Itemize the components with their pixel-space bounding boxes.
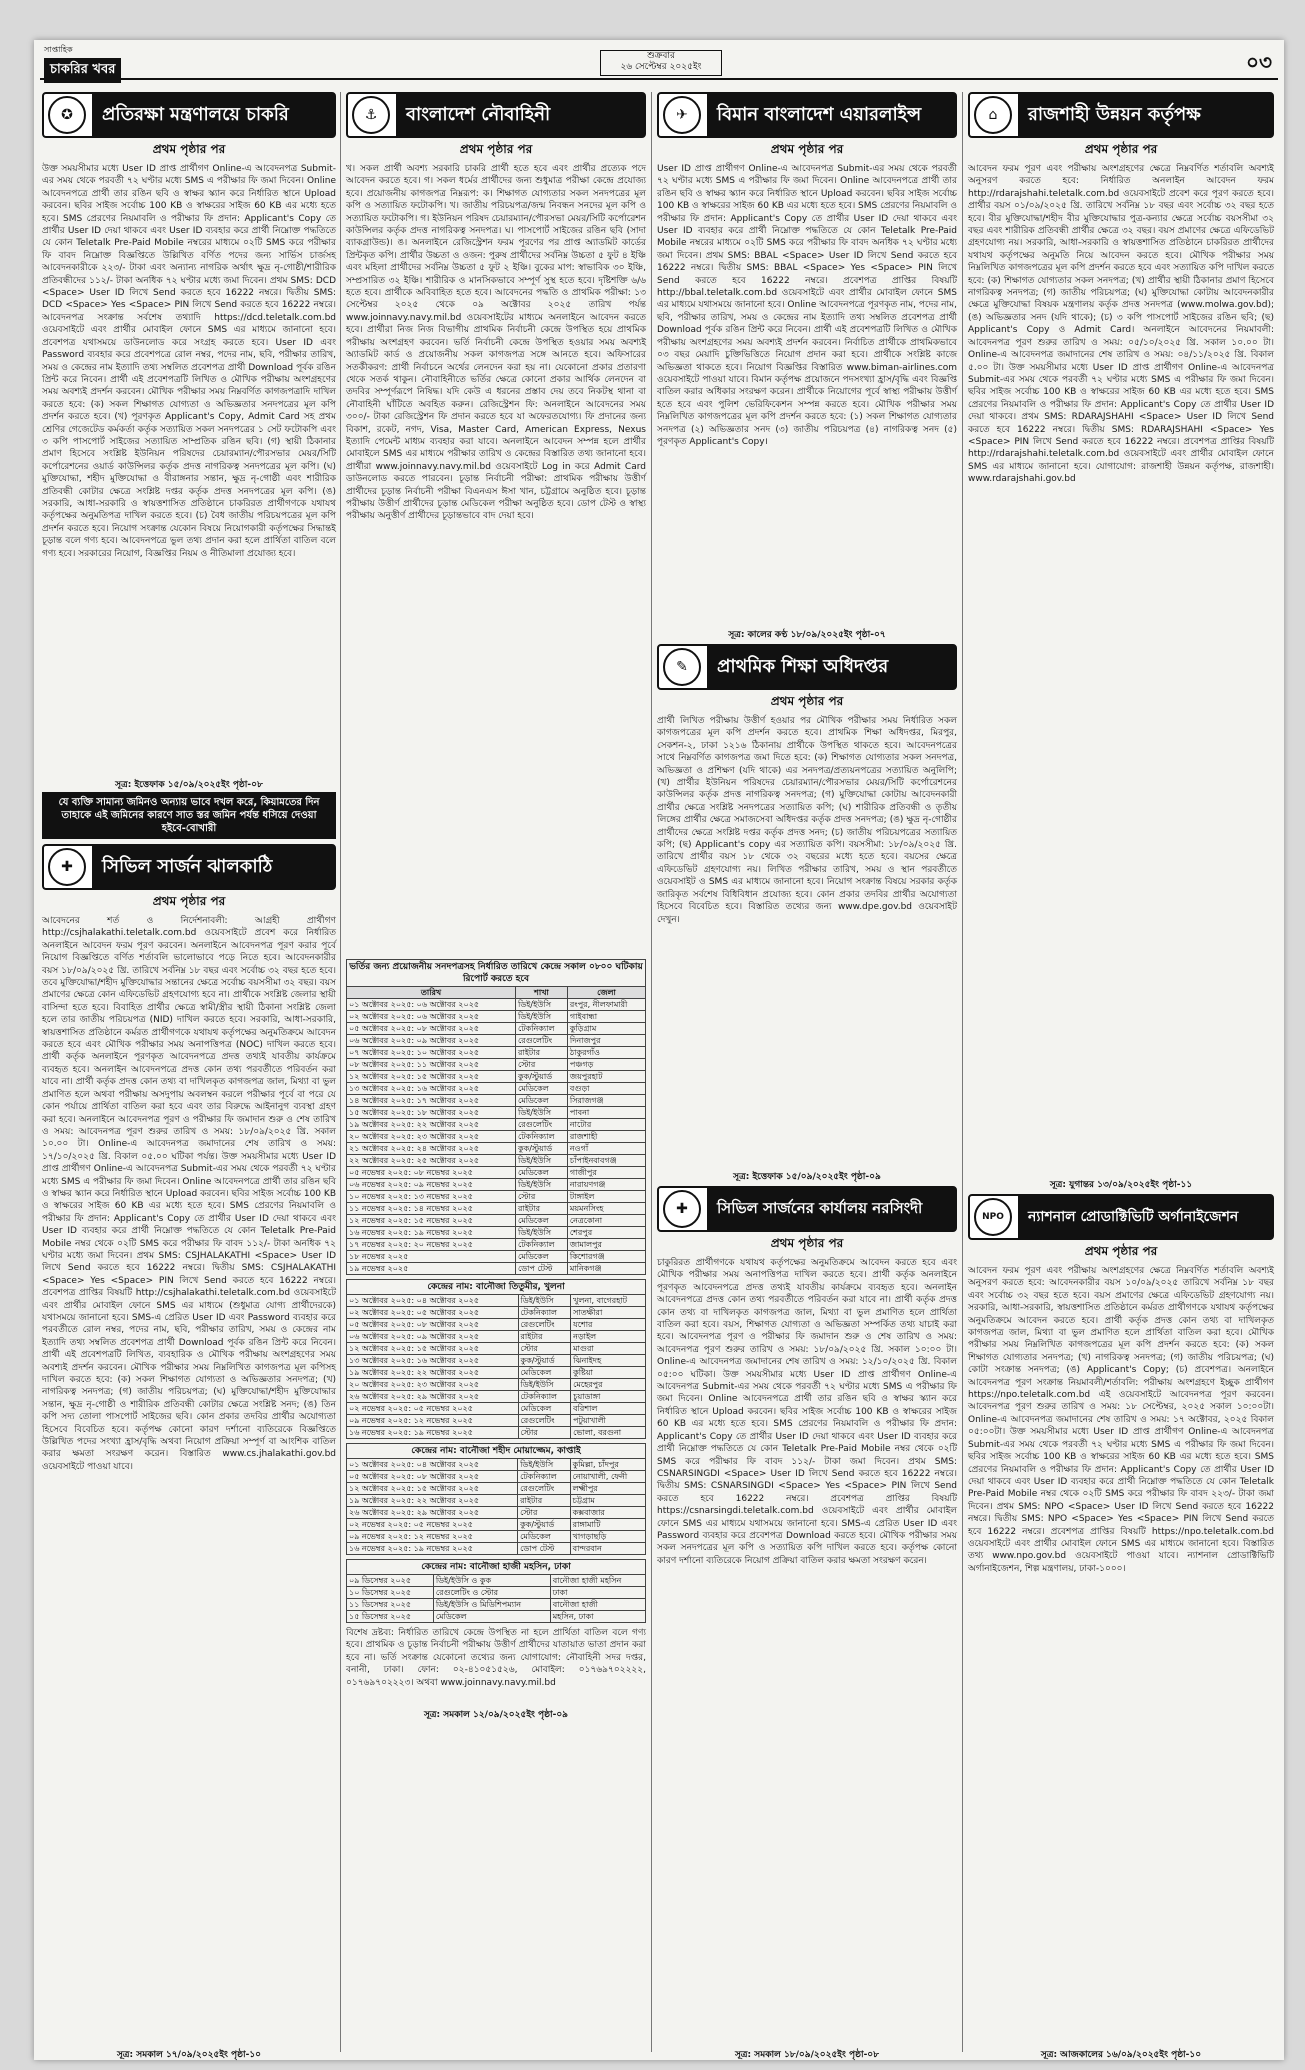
article-tail: বিশেষ দ্রষ্টব্য: নির্ধারিত তারিখে কেন্দ্রে উপস্থিত না হলে প্রার্থিতা বাতিল বলে গণ্য হবে। প্রাথমিক ও চূড়ান্ত নির্বাচনী পরীক্ষায় উত্তীর্ণ প্রার্থীদের যাতায়াত ভাতা প্রদান করা হবে না। ভর্তি সংক্রান্ত যেকোনো তথ্যের জন্য যোগাযোগ: নৌবাহিনী সদর দপ্তর, বনানী, ঢাকা। ফোন: ০২-৪১০৫১৫২৬, মোবাইল: ০১৭৬৯৭০২২২২, ০১৭৬৯৭০২২২৩। অথবা www.joinnavy.navy.mil.bd: [346, 1628, 646, 1688]
brand-title: চাকরির খবর: [44, 58, 121, 83]
table-cell: স্টোর: [518, 1507, 571, 1519]
article-header: [346, 92, 646, 138]
table-cell: মেডিকেল: [516, 1083, 568, 1095]
hadith-notice: [42, 792, 336, 836]
table-cell: ২৬ অক্টোবর ২০২৫: ২৯ অক্টোবর ২০২৫: [347, 1507, 518, 1519]
article-source: সূত্র: ইত্তেফাক ১৫/০৯/২০২৫ইং পৃষ্ঠা-০৯: [733, 1172, 881, 1182]
table-cell: রেগুলেটিং: [516, 1119, 568, 1131]
table-cell: ০২ নভেম্বর ২০২৫: ০৫ নভেম্বর ২০২৫: [347, 1403, 519, 1415]
issue-day: শুক্রবার: [647, 51, 675, 61]
article-body: প্রার্থী লিখিত পরীক্ষায় উত্তীর্ণ হওয়ার পর মৌখিক পরীক্ষার সময় নির্ধারিত সকল কাগজপত্রের মূল কপি প্রদর্শন করতে হবে। প্রাথমিক শিক্ষা অধিদপ্তর, মিরপুর, সেকশন-২, ঢাকা ১২১৬ ঠিকানায় প্রার্থীকে উপস্থিত থাকতে হবে। আবেদনপত্রের সাথে নিম্নবর্ণিত কাগজপত্র জমা দিতে হবে: (ক) শিক্ষাগত যোগ্যতার সকল সনদপত্র, অভিজ্ঞতা ও প্রশিক্ষণ (যদি থাকে) এর সনদপত্র/প্রত্যয়নপত্রের সত্যায়িত অনুলিপি; (খ) প্রার্থীর ইউনিয়ন পরিষদের চেয়ারম্যান/পৌরসভার মেয়র/সিটি কর্পোরেশনের কাউন্সিলর কর্তৃক প্রদত্ত নাগরিকত্ব সনদপত্র; (গ) মুক্তিযোদ্ধা কোটায় আবেদনকারী প্রার্থীর ক্ষেত্রে সংশ্লিষ্ট সনদপত্রের সত্যায়িত কপি; (ঘ) শারীরিক প্রতিবন্ধী ও তৃতীয় লিঙ্গের প্রার্থীর ক্ষেত্রে সমাজসেবা অধিদপ্তর কর্তৃক প্রদত্ত সনদপত্র; (ঙ) ক্ষুদ্র নৃ-গোষ্ঠীর প্রার্থীদের ক্ষেত্রে সংশ্লিষ্ট দপ্তর কর্তৃক প্রদত্ত সনদ; (চ) জাতীয় পরিচয়পত্রের সত্যায়িত কপি; (ছ) Applicant's copy এর সত্যায়িত কপি। বয়সসীমা: ১৮/০৯/২০২৫ খ্রি. তারিখে প্রার্থীর বয়স ১৮ থেকে ৩২ বছরের মধ্যে হতে হবে। বয়সের ক্ষেত্রে এফিডেভিট গ্রহণযোগ্য নয়। লিখিত পরীক্ষার তারিখ, সময় ও স্থান পরবর্তীতে ওয়েবসাইট ও SMS এর মাধ্যমে জানানো হবে। নিয়োগ সংক্রান্ত বিষয়ে সরকার কর্তৃক জারিকৃত সর্বশেষ বিধিবিধান প্রযোজ্য হবে। কোন প্রকার তদবির প্রার্থীর অযোগ্যতা হিসেবে বিবেচিত হবে। বিস্তারিত তথ্যের জন্য www.dpe.gov.bd ওয়েবসাইট দেখুন।: [657, 716, 957, 925]
table-row: [347, 1071, 646, 1083]
table-row: [347, 1239, 646, 1251]
table-row: [347, 1427, 646, 1439]
issue-date: [600, 50, 722, 76]
table-cell: চুয়াডাঙ্গা: [571, 1391, 646, 1403]
schedule-caption: ভর্তির জন্য প্রয়োজনীয় সনদপত্রসহ নির্ধারিত তারিখে কেন্দ্রে সকাল ০৮০০ ঘটিকায় রিপোর্ট করতে হবে: [346, 959, 646, 986]
table-cell: কিশোরগঞ্জ: [567, 1251, 645, 1263]
table-row: [347, 1319, 646, 1331]
table-row: [347, 1611, 646, 1623]
table-row: [347, 1403, 646, 1415]
book-icon: ✎: [663, 648, 701, 686]
emblem-icon: ✚: [48, 848, 86, 886]
schedule-caption: কেন্দ্রের নাম: বানৌজা হাজী মহসিন, ঢাকা: [346, 1559, 646, 1574]
article-continued: প্রথম পৃষ্ঠার পর: [152, 894, 226, 908]
table-cell: নেত্রকোনা: [567, 1215, 645, 1227]
article-continued: প্রথম পৃষ্ঠার পর: [1084, 1244, 1158, 1258]
article-source: সূত্র: ইত্তেফাক ১৫/০৯/২০২৫ইং পৃষ্ঠা-০৮: [115, 780, 263, 790]
article-source: সূত্র: কালের কণ্ঠ ১৮/০৯/২০২৫ইং পৃষ্ঠা-০৭: [728, 630, 886, 640]
table-cell: ২০ অক্টোবর ২০২৫: ২৩ অক্টোবর ২০২৫: [347, 1379, 519, 1391]
table-row: [347, 1519, 646, 1531]
table-row: [347, 1575, 646, 1587]
anchor-icon: ⚓: [352, 96, 390, 134]
article-body: চাকুরিরত প্রার্থীগণকে যথাযথ কর্তৃপক্ষের অনুমতিক্রমে আবেদন করতে হবে এবং মৌখিক পরীক্ষার সময় অনাপত্তিপত্র দাখিল করতে হবে। প্রার্থী কর্তৃক অনলাইনে পূরণকৃত আবেদনপত্রে প্রদত্ত তথ্যই যাবতীয় কার্যক্রমে ব্যবহৃত হবে। অনলাইন আবেদনপত্রে প্রদত্ত কোন তথ্য পরবর্তীতে পরিবর্তন করা যাবে না। প্রার্থী কর্তৃক প্রদত্ত কোন তথ্য বা দাখিলকৃত কাগজপত্র জাল, মিথ্যা বা ভুল প্রমাণিত হলে প্রার্থিতা বাতিল করা হবে। বয়স, শিক্ষাগত যোগ্যতা ও অভিজ্ঞতা সম্পর্কিত তথ্য যাচাই করা হবে। আবেদনপত্র পূরণ ও পরীক্ষার ফি জমাদান শুরু ও শেষ তারিখ ও সময়: আবেদনপত্র পূরণ শুরুর তারিখ ও সময়: ১৮/০৯/২০২৫ খ্রি. সকাল ১০:০০ টা। Online-এ আবেদনপত্র জমাদানের শেষ তারিখ ও সময়: ১২/১০/২০২৫ খ্রি. বিকাল ০৫:০০ ঘটিকা। উক্ত সময়সীমার মধ্যে User ID প্রাপ্ত প্রার্থীগণ Online-এ আবেদনপত্র Submit-এর সময় থেকে পরবর্তী ৭২ ঘণ্টার মধ্যে SMS এ পরীক্ষার ফি জমা দিবেন। Online আবেদনপত্রে প্রার্থী তার রঙিন ছবি ও স্বাক্ষর স্ক্যান করে নির্ধারিত স্থানে Upload করবেন। ছবির সাইজ সর্বোচ্চ 100 KB ও স্বাক্ষরের সাইজ 60 KB এর মধ্যে হতে হবে। SMS প্রেরণের নিয়মাবলি ও পরীক্ষার ফি প্রদান: Applicant's Copy তে প্রার্থীর User ID দেয়া থাকবে এবং User ID ব্যবহার করে প্রার্থী নিম্নোক্ত পদ্ধতিতে যে কোন Teletalk Pre-Paid Mobile নম্বর থেকে ০২টি SMS করে পরীক্ষার ফি বাবদ ১১২/- টাকা জমা দিবেন। প্রথম SMS: CSNARSINGDI <Space> User ID লিখে Send করতে হবে 16222 নম্বরে। দ্বিতীয় SMS: CSNARSINGDI <Space> Yes <Space> PIN লিখে Send করতে হবে 16222 নম্বরে। প্রবেশপত্র প্রাপ্তির বিষয়টি https://csnarsingdi.teletalk.com.bd ওয়েবসাইটে এবং প্রার্থীর মোবাইল ফোনে SMS এর মাধ্যমে যথাসময়ে জানানো হবে। SMS-এ প্রেরিত User ID এবং Password ব্যবহার করে প্রবেশপত্র Download করতে হবে। মৌখিক পরীক্ষার সময় সকল সনদপত্রের মূল কপি ও সত্যায়িত কপি দাখিল করতে হবে। কর্তৃপক্ষ কোনো কারণ দর্শানো ব্যতিরেকে নিয়োগ প্রক্রিয়া বাতিল করার ক্ষমতা সংরক্ষণ করেন।: [657, 1258, 957, 1566]
table-cell: খাগড়াছড়ি: [570, 1531, 645, 1543]
table-cell: ডিই/ইউসি: [516, 1179, 568, 1191]
schedule-caption: কেন্দ্রের নাম: বানৌজা তিতুমীর, খুলনা: [346, 1279, 646, 1294]
table-cell: শেরপুর: [567, 1227, 645, 1239]
table-cell: ০১ অক্টোবর ২০২৫: ০৪ অক্টোবর ২০২৫: [347, 1459, 518, 1471]
col-header: তারিখ: [347, 987, 516, 999]
table-cell: কুড়িগ্রাম: [567, 1023, 645, 1035]
table-row: [347, 1251, 646, 1263]
article-civil-surgeon-jhalakathi: [42, 844, 336, 2060]
masthead: [40, 44, 1278, 80]
table-cell: ১৫ অক্টোবর ২০২৫: ১৮ অক্টোবর ২০২৫: [347, 1107, 516, 1119]
table-cell: ১৮ নভেম্বর ২০২৫: [347, 1251, 516, 1263]
article-defence-ministry: [42, 92, 336, 790]
table-cell: ১১ ডিসেম্বর ২০২৫: [347, 1599, 434, 1611]
table-cell: কুক/স্টুয়ার্ড: [518, 1355, 571, 1367]
article-continued: প্রথম পৃষ্ঠার পর: [770, 142, 844, 156]
table-cell: ২৬ অক্টোবর ২০২৫: ২৯ অক্টোবর ২০২৫: [347, 1391, 519, 1403]
emblem-icon: ✪: [48, 96, 86, 134]
article-title: রাজশাহী উন্নয়ন কর্তৃপক্ষ: [1018, 94, 1272, 136]
table-row: [347, 1083, 646, 1095]
table-cell: ০৯ ডিসেম্বর ২০২৫: [347, 1575, 434, 1587]
table-cell: কুক/স্টুয়ার্ড: [518, 1519, 571, 1531]
article-primary-education: [657, 644, 957, 1182]
table-cell: রাঙ্গামাটি: [570, 1519, 645, 1531]
article-header: [42, 844, 336, 890]
article-source: সূত্র: সমকাল ১৮/০৯/২০২৫ইং পৃষ্ঠা-০৮: [734, 2050, 880, 2060]
table-cell: রেগুলেটিং: [518, 1319, 571, 1331]
table-cell: টেকনিক্যাল: [518, 1307, 571, 1319]
table-cell: ০১ অক্টোবর ২০২৫: ০৬ অক্টোবর ২০২৫: [347, 999, 516, 1011]
table-cell: ০২ অক্টোবর ২০২৫: ০৫ অক্টোবর ২০২৫: [347, 1307, 519, 1319]
npo-logo-icon: NPO: [974, 1198, 1012, 1236]
table-cell: পঞ্চগড়: [567, 1059, 645, 1071]
table-cell: ০৫ অক্টোবর ২০২৫: ০৮ অক্টোবর ২০২৫: [347, 1471, 518, 1483]
table-row: [347, 1035, 646, 1047]
table-row: [347, 1131, 646, 1143]
table-row: [347, 1155, 646, 1167]
table-cell: ডোপ টেস্ট: [516, 1263, 568, 1275]
page-number: ০৩: [1245, 50, 1272, 74]
article-source: সূত্র: সমকাল ১৭/০৯/২০২৫ইং পৃষ্ঠা-১০: [116, 2050, 262, 2060]
table-cell: নড়াইল: [571, 1331, 646, 1343]
newspaper-page: [34, 40, 1284, 2060]
brand-small: সাপ্তাহিক: [44, 45, 73, 54]
table-row: [347, 1263, 646, 1275]
table-row: [347, 1295, 646, 1307]
table-row: [347, 1355, 646, 1367]
table-cell: বগুড়া: [567, 1083, 645, 1095]
schedule-table-b: [346, 1294, 646, 1439]
table-cell: সাতক্ষীরা: [571, 1307, 646, 1319]
schedule-table-d: [346, 1574, 646, 1623]
table-cell: ১২ অক্টোবর ২০২৫: ১৫ অক্টোবর ২০২৫: [347, 1343, 519, 1355]
article-source: সূত্র: সমকাল ১২/০৯/২০২৫ইং পৃষ্ঠা-০৯: [423, 1710, 569, 1720]
table-cell: কুমিল্লা, চাঁদপুর: [570, 1459, 645, 1471]
table-cell: ১১ নভেম্বর ২০২৫: ১৪ নভেম্বর ২০২৫: [347, 1203, 516, 1215]
table-cell: মেডিকেল: [518, 1531, 571, 1543]
table-cell: মেডিকেল: [518, 1403, 571, 1415]
table-cell: ঠাকুরগাঁও: [567, 1047, 645, 1059]
article-header: [968, 92, 1274, 138]
article-rda-rajshahi: [968, 92, 1274, 1190]
article-continued: প্রথম পৃষ্ঠার পর: [770, 1236, 844, 1250]
table-row: [347, 1191, 646, 1203]
table-row: [347, 1047, 646, 1059]
article-header: [657, 1186, 957, 1232]
table-cell: বানৌজা হাজী: [550, 1599, 645, 1611]
table-cell: ০৬ অক্টোবর ২০২৫: ০৯ অক্টোবর ২০২৫: [347, 1331, 519, 1343]
article-npo: [968, 1194, 1274, 2060]
table-cell: মেডিকেল: [433, 1611, 550, 1623]
table-cell: লক্ষ্মীপুর: [570, 1483, 645, 1495]
article-body: খ। সকল প্রার্থী অবশ্য সরকারি চাকরি প্রার্থী হতে হবে এবং প্রার্থীর প্রত্যেক পদে আবেদন করতে হবে। গ। সকল ধর্মের প্রার্থীদের জন্য শুধুমাত্র পরীক্ষা কেন্দ্রে প্রযোজ্য হবে। প্রয়োজনীয় কাগজপত্র নিম্নরূপ: ক। শিক্ষাগত যোগ্যতার সকল সনদপত্রের মূল কপি ও সত্যায়িত ফটোকপি। খ। জাতীয় পরিচয়পত্র/জন্ম নিবন্ধন সনদের মূল কপি ও সত্যায়িত ফটোকপি। গ। ইউনিয়ন পরিষদ চেয়ারম্যান/পৌরসভা মেয়র/সিটি কর্পোরেশন কাউন্সিলর কর্তৃক প্রদত্ত নাগরিকত্ব সনদপত্র। ঘ। পাসপোর্ট সাইজের রঙিন ছবি (সাদা ব্যাকগ্রাউন্ড)। ঙ। অনলাইনে রেজিস্ট্রেশন ফরম পূরণের পর প্রাপ্ত অ্যাডমিট কার্ডের প্রিন্টকৃত কপি। প্রার্থীর উচ্চতা ও ওজন: পুরুষ প্রার্থীদের সর্বনিম্ন উচ্চতা ৫ ফুট ৪ ইঞ্চি এবং মহিলা প্রার্থীদের সর্বনিম্ন উচ্চতা ৫ ফুট ২ ইঞ্চি। বুকের মাপ: স্বাভাবিক ৩০ ইঞ্চি, সম্প্রসারিত ৩২ ইঞ্চি। শারীরিক ও মানসিকভাবে সম্পূর্ণ সুস্থ হতে হবে। দৃষ্টিশক্তি ৬/৬ হতে হবে। প্রার্থীকে অবিবাহিত হতে হবে। আবেদনের পদ্ধতি ও প্রাথমিক পরীক্ষা: ১৩ সেপ্টেম্বর ২০২৫ থেকে ০৯ অক্টোবর ২০২৫ তারিখ পর্যন্ত www.joinnavy.navy.mil.bd ওয়েবসাইটের মাধ্যমে অনলাইনে আবেদন করতে হবে। প্রার্থীরা নিজ নিজ বিভাগীয় প্রাথমিক নির্বাচনী কেন্দ্রে উপস্থিত হয়ে প্রাথমিক পরীক্ষায় অংশগ্রহণ করবেন। ভর্তি নির্বাচনী কেন্দ্রে উপস্থিত হওয়ার সময় অবশ্যই অ্যাডমিট কার্ড ও প্রয়োজনীয় সকল কাগজপত্র সঙ্গে আনতে হবে। অফিসারের সতর্কীকরণ: প্রার্থী নির্বাচনে অর্থের লেনদেন করা হয় না। যেকোনো প্রকার প্রতারণা থেকে সতর্ক থাকুন। নৌবাহিনীতে ভর্তির ক্ষেত্রে কোনো প্রকার আর্থিক লেনদেন বা তদবির সম্পূর্ণরূপে নিষিদ্ধ। যদি কেউ এ ধরনের প্রস্তাব দেয় তবে নিকটস্থ থানা বা নৌবাহিনী ঘাঁটিতে অবহিত করুন। রেজিস্ট্রেশন ফি: অনলাইনে আবেদনের সময় ৩০০/- টাকা রেজিস্ট্রেশন ফি প্রদান করতে হবে যা অফেরতযোগ্য। ফি প্রদানের জন্য বিকাশ, রকেট, নগদ, Visa, Master Card, American Express, Nexus ইত্যাদি পেমেন্ট মাধ্যম ব্যবহার করা যাবে। অনলাইনে আবেদন সম্পন্ন হলে প্রার্থীর মোবাইলে SMS এর মাধ্যমে পরীক্ষার তারিখ ও কেন্দ্রের বিস্তারিত তথ্য জানানো হবে। প্রার্থীরা www.joinnavy.navy.mil.bd ওয়েবসাইটে Log in করে Admit Card ডাউনলোড করতে পারবেন। চূড়ান্ত নির্বাচনী পরীক্ষা: প্রাথমিক পরীক্ষায় উত্তীর্ণ প্রার্থীদের চূড়ান্ত নির্বাচনী পরীক্ষা বিএনএস ঈসা খান, চট্টগ্রামে অনুষ্ঠিত হবে। চূড়ান্ত পরীক্ষায় উত্তীর্ণ প্রার্থীদের চূড়ান্ত মেডিকেল পরীক্ষা অনুষ্ঠিত হবে। ডোপ টেস্ট ও স্বাস্থ্য পরীক্ষায় অনুত্তীর্ণ প্রার্থীদের চূড়ান্তভাবে বাদ দেয়া হবে।: [346, 164, 646, 522]
table-cell: খুলনা, বাগেরহাট: [571, 1295, 646, 1307]
table-cell: মেহেরপুর: [571, 1379, 646, 1391]
table-cell: ডিই/ইউসি: [516, 999, 568, 1011]
table-cell: নওগাঁ: [567, 1143, 645, 1155]
article-continued: প্রথম পৃষ্ঠার পর: [459, 142, 533, 156]
table-row: [347, 1415, 646, 1427]
article-body: User ID প্রাপ্ত প্রার্থীগণ Online-এ আবেদনপত্র Submit-এর সময় থেকে পরবর্তী ৭২ ঘণ্টার মধ্যে SMS এ পরীক্ষার ফি জমা দিবেন। Online আবেদনপত্রে প্রার্থী তার রঙিন ছবি ও স্বাক্ষর স্ক্যান করে নির্ধারিত স্থানে Upload করবেন। ছবির সাইজ সর্বোচ্চ 100 KB ও স্বাক্ষরের সাইজ 60 KB এর মধ্যে হতে হবে। SMS প্রেরণের নিয়মাবলি ও পরীক্ষার ফি প্রদান: Applicant's Copy তে প্রার্থীর User ID দেয়া থাকবে এবং User ID ব্যবহার করে প্রার্থী নিম্নোক্ত পদ্ধতিতে যে কোন Teletalk Pre-Paid Mobile নম্বরের মাধ্যমে ০২টি SMS করে পরীক্ষার ফি বাবদ অনধিক ৭২ ঘণ্টার মধ্যে জমা দিবেন। প্রথম SMS: BBAL <Space> User ID লিখে Send করতে হবে 16222 নম্বরে। দ্বিতীয় SMS: BBAL <Space> Yes <Space> PIN লিখে Send করতে হবে 16222 নম্বরে। প্রবেশপত্র প্রাপ্তির বিষয়টি http://bbal.teletalk.com.bd ওয়েবসাইটে এবং প্রার্থীর মোবাইল ফোনে SMS এর মাধ্যমে যথাসময়ে জানানো হবে। Online আবেদনপত্রে পূরণকৃত নাম, পদের নাম, ছবি, পরীক্ষার তারিখ, সময় ও কেন্দ্রের নাম ইত্যাদি তথ্য সম্বলিত প্রবেশপত্র প্রার্থী Download পূর্বক রঙিন প্রিন্ট করে নিবেন। প্রার্থী এই প্রবেশপত্রটি লিখিত ও মৌখিক পরীক্ষায় অংশগ্রহণের সময় অবশ্যই প্রদর্শন করবেন। নির্বাচিত প্রার্থীকে প্রাথমিকভাবে ০৩ বছর মেয়াদি চুক্তিভিত্তিতে নিয়োগ প্রদান করা হবে। প্রার্থীকে সংশ্লিষ্ট কাজে অভিজ্ঞতা থাকতে হবে। নিয়োগ বিজ্ঞপ্তির বিস্তারিত www.biman-airlines.com ওয়েবসাইটে পাওয়া যাবে। বিমান কর্তৃপক্ষ প্রয়োজনে পদসংখ্যা হ্রাস/বৃদ্ধি এবং বিজ্ঞপ্তি বাতিল করার অধিকার সংরক্ষণ করেন। প্রার্থীকে নিয়োগের পূর্বে স্বাস্থ্য পরীক্ষায় উত্তীর্ণ হতে হবে এবং পুলিশ ভেরিফিকেশন সম্পন্ন করতে হবে। মৌখিক পরীক্ষার সময় নিম্নলিখিত কাগজপত্রের মূল কপি প্রদর্শন করতে হবে: (১) সকল শিক্ষাগত যোগ্যতার সনদপত্র (২) অভিজ্ঞতার সনদ (৩) জাতীয় পরিচয়পত্র (৪) নাগরিকত্ব সনদ (৫) পূরণকৃত Applicant's Copy।: [657, 164, 957, 447]
article-body: আবেদন ফরম পূরণ এবং পরীক্ষায় অংশগ্রহণের ক্ষেত্রে নিম্নবর্ণিত শর্তাবলি অবশ্যই অনুসরণ করতে হবে: নির্ধারিত অনলাইন আবেদন ফরম http://rdarajshahi.teletalk.com.bd ওয়েবসাইটে প্রবেশ করে পূরণ করতে হবে। প্রার্থীর বয়স ০১/০৯/২০২৫ খ্রি. তারিখে সর্বনিম্ন ১৮ বছর এবং সর্বোচ্চ ৩২ বছর হতে হবে। বীর মুক্তিযোদ্ধা/শহীদ বীর মুক্তিযোদ্ধার পুত্র-কন্যার ক্ষেত্রে সর্বোচ্চ বয়সসীমা ৩২ বছর এবং শারীরিক প্রতিবন্ধী প্রার্থীর ক্ষেত্রে ৩২ বছর। বয়স প্রমাণের ক্ষেত্রে এফিডেভিট গ্রহণযোগ্য নয়। সরকারি, আধা-সরকারি ও স্বায়ত্তশাসিত প্রতিষ্ঠানে চাকরিরত প্রার্থীদের যথাযথ কর্তৃপক্ষের অনুমতি নিয়ে আবেদন করতে হবে। মৌখিক পরীক্ষার সময় নিম্নলিখিত কাগজপত্রের মূল কপি প্রদর্শন করতে হবে এবং সত্যায়িত কপি দাখিল করতে হবে: (ক) শিক্ষাগত যোগ্যতার সকল সনদপত্র; (খ) প্রার্থীর স্থায়ী ঠিকানার প্রমাণ হিসেবে নাগরিকত্ব সনদপত্র; (গ) জাতীয় পরিচয়পত্র; (ঘ) মুক্তিযোদ্ধা কোটায় আবেদনকারীর ক্ষেত্রে মুক্তিযোদ্ধা বিষয়ক মন্ত্রণালয় কর্তৃক প্রদত্ত সনদপত্র (www.molwa.gov.bd); (ঙ) অভিজ্ঞতার সনদ (যদি থাকে); (চ) ৩ কপি পাসপোর্ট সাইজের রঙিন ছবি; (ছ) Applicant's Copy ও Admit Card। অনলাইনে আবেদনের নিয়মাবলী: আবেদনপত্র পূরণ শুরুর তারিখ ও সময়: ০৫/১০/২০২৫ খ্রি. সকাল ১০.০০ টা। Online-এ আবেদনপত্র জমাদানের শেষ তারিখ ও সময়: ০৪/১১/২০২৫ খ্রি. বিকাল ৫.০০ টা। উক্ত সময়সীমার মধ্যে User ID প্রাপ্ত প্রার্থীগণ Online-এ আবেদনপত্র Submit-এর সময় থেকে পরবর্তী ৭২ ঘণ্টার মধ্যে SMS এ পরীক্ষার ফি জমা দিবেন। ছবির সাইজ সর্বোচ্চ 100 KB ও স্বাক্ষরের সাইজ 60 KB এর মধ্যে হতে হবে। SMS প্রেরণের নিয়মাবলি ও পরীক্ষার ফি প্রদান: Applicant's Copy তে প্রার্থীর User ID দেয়া থাকবে। প্রথম SMS: RDARAJSHAHI <Space> User ID লিখে Send করতে হবে 16222 নম্বরে। দ্বিতীয় SMS: RDARAJSHAHI <Space> Yes <Space> PIN লিখে Send করতে হবে 16222 নম্বরে। প্রবেশপত্র প্রাপ্তির বিষয়টি http://rdarajshahi.teletalk.com.bd ওয়েবসাইটে এবং প্রার্থীর মোবাইল ফোনে SMS এর মাধ্যমে জানানো হবে। যোগাযোগ: রাজশাহী উন্নয়ন কর্তৃপক্ষ, রাজশাহী। www.rdarajshahi.gov.bd: [968, 164, 1274, 485]
table-cell: চাঁপাইনবাবগঞ্জ: [567, 1155, 645, 1167]
table-cell: স্টোর: [516, 1191, 568, 1203]
table-cell: নাটোর: [567, 1119, 645, 1131]
table-cell: ২১ অক্টোবর ২০২৫: ২৪ অক্টোবর ২০২৫: [347, 1143, 516, 1155]
article-header: [657, 92, 957, 138]
table-cell: টেকনিক্যাল: [516, 1131, 568, 1143]
col-header: জেলা: [567, 987, 645, 999]
table-cell: চট্টগ্রাম: [570, 1495, 645, 1507]
table-row: [347, 1587, 646, 1599]
table-cell: ১৬ নভেম্বর ২০২৫: ১৯ নভেম্বর ২০২৫: [347, 1543, 518, 1555]
table-cell: রাইটার: [518, 1331, 571, 1343]
table-cell: ১৯ অক্টোবর ২০২৫: ২২ অক্টোবর ২০২৫: [347, 1367, 519, 1379]
table-cell: ১৪ অক্টোবর ২০২৫: ১৭ অক্টোবর ২০২৫: [347, 1095, 516, 1107]
table-cell: ২০ অক্টোবর ২০২৫: ২৩ অক্টোবর ২০২৫: [347, 1131, 516, 1143]
article-header: [657, 644, 957, 690]
table-row: [347, 1379, 646, 1391]
column-divider: [962, 92, 963, 2052]
table-cell: ০১ অক্টোবর ২০২৫: ০৪ অক্টোবর ২০২৫: [347, 1295, 519, 1307]
article-source: সূত্র: যুগান্তর ১৩/০৯/২০২৫ইং পৃষ্ঠা-১১: [1049, 1180, 1193, 1190]
table-cell: টেকনিক্যাল: [518, 1471, 571, 1483]
table-row: [347, 1023, 646, 1035]
table-cell: ০৯ নভেম্বর ২০২৫: ১২ নভেম্বর ২০২৫: [347, 1531, 518, 1543]
table-cell: ০৭ অক্টোবর ২০২৫: ১০ অক্টোবর ২০২৫: [347, 1047, 516, 1059]
table-cell: ১৬ নভেম্বর ২০২৫: ১৯ নভেম্বর ২০২৫: [347, 1227, 516, 1239]
table-cell: স্টোর: [518, 1427, 571, 1439]
table-cell: ঢাকা: [550, 1587, 645, 1599]
table-row: [347, 1095, 646, 1107]
column-1: [42, 92, 336, 2060]
table-cell: ডিই/ইউসি: [516, 1155, 568, 1167]
table-cell: ঝিনাইদহ: [571, 1355, 646, 1367]
table-row: [347, 1483, 646, 1495]
article-continued: প্রথম পৃষ্ঠার পর: [1084, 142, 1158, 156]
column-divider: [340, 92, 341, 2052]
article-header: [968, 1194, 1274, 1240]
table-cell: টাঙ্গাইল: [567, 1191, 645, 1203]
article-title: বাংলাদেশ নৌবাহিনী: [396, 94, 644, 136]
table-row: [347, 1391, 646, 1403]
table-cell: টেকনিক্যাল: [516, 1239, 568, 1251]
table-cell: ডোপ টেস্ট: [518, 1543, 571, 1555]
table-cell: মহসিন, ঢাকা: [550, 1611, 645, 1623]
article-header: [42, 92, 336, 138]
table-cell: ১৯ নভেম্বর ২০২৫: [347, 1263, 516, 1275]
table-cell: টেকনিক্যাল: [518, 1391, 571, 1403]
table-cell: রংপুর, নীলফামারী: [567, 999, 645, 1011]
table-cell: রেগুলেটিং ও স্টোর: [433, 1587, 550, 1599]
table-row: [347, 1227, 646, 1239]
table-cell: স্টোর: [518, 1343, 571, 1355]
column-divider: [651, 92, 652, 2052]
table-cell: ডিই/ইউসি ও মিডিশিপম্যান: [433, 1599, 550, 1611]
table-cell: রেগুলেটিং: [518, 1483, 571, 1495]
table-cell: ১২ নভেম্বর ২০২৫: ১৫ নভেম্বর ২০২৫: [347, 1215, 516, 1227]
table-cell: ডিই/ইউসি: [516, 1107, 568, 1119]
table-cell: রাইটার: [518, 1495, 571, 1507]
table-row: [347, 1459, 646, 1471]
table-cell: নারায়ণগঞ্জ: [567, 1179, 645, 1191]
table-row: [347, 999, 646, 1011]
table-cell: ডিই/ইউসি: [518, 1379, 571, 1391]
table-row: [347, 1367, 646, 1379]
table-row: [347, 1215, 646, 1227]
table-cell: পটুয়াখালী: [571, 1415, 646, 1427]
table-cell: জয়পুরহাট: [567, 1071, 645, 1083]
table-cell: বান্দরবান: [570, 1543, 645, 1555]
table-row: [347, 1167, 646, 1179]
schedule-caption: কেন্দ্রের নাম: বানৌজা শহীদ মোয়াজ্জেম, কাপ্তাই: [346, 1443, 646, 1458]
table-cell: ডিই/ইউসি: [518, 1295, 571, 1307]
table-row: [347, 1307, 646, 1319]
table-cell: ০৫ অক্টোবর ২০২৫: ০৮ অক্টোবর ২০২৫: [347, 1023, 516, 1035]
article-biman: [657, 92, 957, 640]
table-row: [347, 1543, 646, 1555]
table-row: [347, 1507, 646, 1519]
table-cell: ০৫ অক্টোবর ২০২৫: ০৮ অক্টোবর ২০২৫: [347, 1319, 519, 1331]
table-cell: মেডিকেল: [518, 1367, 571, 1379]
column-2: [346, 92, 646, 2052]
table-row: [347, 1531, 646, 1543]
table-cell: সিরাজগঞ্জ: [567, 1095, 645, 1107]
article-title: সিভিল সার্জন ঝালকাঠি: [92, 846, 334, 888]
emblem-icon: ✚: [663, 1190, 701, 1228]
table-cell: রাজশাহী: [567, 1131, 645, 1143]
table-cell: বরিশাল: [571, 1403, 646, 1415]
article-title: প্রতিরক্ষা মন্ত্রণালয়ে চাকরি: [92, 94, 334, 136]
table-cell: মেডিকেল: [516, 1251, 568, 1263]
column-3: [657, 92, 957, 2060]
table-cell: ১২ অক্টোবর ২০২৫: ১৫ অক্টোবর ২০২৫: [347, 1071, 516, 1083]
table-cell: ০৫ নভেম্বর ২০২৫: ০৮ নভেম্বর ২০২৫: [347, 1167, 516, 1179]
table-cell: গাজীপুর: [567, 1167, 645, 1179]
table-cell: ১৭ নভেম্বর ২০২৫: ২০ নভেম্বর ২০২৫: [347, 1239, 516, 1251]
table-cell: ০৮ অক্টোবর ২০২৫: ১১ অক্টোবর ২০২৫: [347, 1059, 516, 1071]
article-bangladesh-navy: [346, 92, 646, 2052]
table-cell: টেকনিক্যাল: [516, 1023, 568, 1035]
table-cell: ১৬ নভেম্বর ২০২৫: ১৯ নভেম্বর ২০২৫: [347, 1427, 519, 1439]
table-cell: মাগুরা: [571, 1343, 646, 1355]
table-cell: ১০ ডিসেম্বর ২০২৫: [347, 1587, 434, 1599]
article-body: আবেদনের শর্ত ও নির্দেশনাবলী: আগ্রহী প্রার্থীগণ http://csjhalakathi.teletalk.com.bd ওয়েবসাইটে প্রবেশ করে নির্ধারিত অনলাইনে আবেদন ফরম পূরণ করবেন। অনলাইনে আবেদনপত্র পূরণ করার পূর্বে নিয়োগ বিজ্ঞপ্তিতে বর্ণিত শর্তাবলি ভালোভাবে পড়ে নিতে হবে। আবেদনকারীর বয়স ১৮/০৯/২০২৫ খ্রি. তারিখে সর্বনিম্ন ১৮ বছর এবং সর্বোচ্চ ৩২ বছর হতে হবে। তবে মুক্তিযোদ্ধা/শহীদ মুক্তিযোদ্ধার সন্তানের ক্ষেত্রে সর্বোচ্চ বয়সসীমা ৩২ বছর। বয়স প্রমাণের ক্ষেত্রে কোন এফিডেভিট গ্রহণযোগ্য হবে না। প্রার্থীকে সংশ্লিষ্ট জেলার স্থায়ী বাসিন্দা হতে হবে। বিবাহিত প্রার্থীর ক্ষেত্রে স্বামী/স্ত্রীর স্থায়ী ঠিকানা সংশ্লিষ্ট জেলা হলে তার জাতীয় পরিচয়পত্র (NID) দাখিল করতে হবে। সরকারি, আধা-সরকারি, স্বায়ত্তশাসিত প্রতিষ্ঠানে কর্মরত প্রার্থীগণকে যথাযথ কর্তৃপক্ষের অনুমতিক্রমে আবেদন করতে হবে এবং মৌখিক পরীক্ষার সময় অনাপত্তিপত্র (NOC) দাখিল করতে হবে। প্রার্থী কর্তৃক অনলাইনে পূরণকৃত আবেদনপত্রে প্রদত্ত তথ্যই যাবতীয় কার্যক্রমে ব্যবহৃত হবে। অনলাইন আবেদনপত্রে প্রদত্ত কোন তথ্য পরবর্তীতে পরিবর্তন করা যাবে না। প্রার্থী কর্তৃক প্রদত্ত কোন তথ্য বা দাখিলকৃত কাগজপত্র জাল, মিথ্যা বা ভুল প্রমাণিত হলে অথবা পরীক্ষায় অসদুপায় অবলম্বন করলে পরীক্ষার পূর্বে বা পরে যে কোন পর্যায়ে প্রার্থিতা বাতিল করা হবে এবং তার বিরুদ্ধে আইনানুগ ব্যবস্থা গ্রহণ করা হবে। অনলাইনে আবেদনপত্র পূরণ ও পরীক্ষার ফি জমাদান শুরু ও শেষ তারিখ ও সময়: আবেদনপত্র পূরণ শুরুর তারিখ ও সময়: ১৮/০৯/২০২৫ খ্রি. সকাল ১০.০০ টা। Online-এ আবেদনপত্র জমাদানের শেষ তারিখ ও সময়: ১৭/১০/২০২৫ খ্রি. বিকাল ০৫.০০ ঘটিকা পর্যন্ত। উক্ত সময়সীমার মধ্যে User ID প্রাপ্ত প্রার্থীগণ Online-এ আবেদনপত্র Submit-এর সময় থেকে পরবর্তী ৭২ ঘণ্টার মধ্যে SMS এ পরীক্ষার ফি জমা দিবেন। Online আবেদনপত্রে প্রার্থী তার রঙিন ছবি ও স্বাক্ষর স্ক্যান করে নির্ধারিত স্থানে Upload করবেন। ছবির সাইজ সর্বোচ্চ 100 KB ও স্বাক্ষরের সাইজ 60 KB এর মধ্যে হতে হবে। SMS প্রেরণের নিয়মাবলি ও পরীক্ষার ফি প্রদান: Applicant's Copy তে প্রার্থীর User ID দেয়া থাকবে এবং User ID ব্যবহার করে প্রার্থী নিম্নোক্ত পদ্ধতিতে যে কোন Teletalk Pre-Paid Mobile নম্বর থেকে ০২টি SMS করে পরীক্ষার ফি বাবদ ১১২/- টাকা অনধিক ৭২ ঘণ্টার মধ্যে জমা দিবেন। প্রথম SMS: CSJHALAKATHI <Space> User ID লিখে Send করতে হবে 16222 নম্বরে। দ্বিতীয় SMS: CSJHALAKATHI <Space> Yes <Space> PIN লিখে Send করতে হবে 16222 নম্বরে। প্রবেশপত্র প্রাপ্তির বিষয়টি http://csjhalakathi.teletalk.com.bd ওয়েবসাইটে এবং প্রার্থীর মোবাইল ফোনে SMS এর মাধ্যমে (শুধুমাত্র যোগ্য প্রার্থীদেরকে) যথাসময়ে জানানো হবে। SMS-এ প্রেরিত User ID এবং Password ব্যবহার করে পরবর্তীতে রোল নম্বর, পদের নাম, ছবি, পরীক্ষার তারিখ, সময় ও কেন্দ্রের নাম ইত্যাদি তথ্য সম্বলিত প্রবেশপত্র প্রার্থী Download পূর্বক রঙিন প্রিন্ট করে নিবেন। প্রার্থী এই প্রবেশপত্রটি লিখিত, ব্যবহারিক ও মৌখিক পরীক্ষায় অংশগ্রহণের সময় অবশ্যই প্রদর্শন করবেন। মৌখিক পরীক্ষার সময় নিম্নলিখিত কাগজপত্র মূল কপিসহ দাখিল করতে হবে: (ক) সকল শিক্ষাগত যোগ্যতা ও অভিজ্ঞতার সনদপত্র; (খ) নাগরিকত্ব সনদপত্র; (গ) জাতীয় পরিচয়পত্র; (ঘ) মুক্তিযোদ্ধা/শহীদ মুক্তিযোদ্ধার সন্তান, ক্ষুদ্র নৃ-গোষ্ঠী ও শারীরিক প্রতিবন্ধী কোটার ক্ষেত্রে সংশ্লিষ্ট সনদ; (ঙ) তিন কপি সদ্য তোলা পাসপোর্ট সাইজের ছবি। কোন প্রকার তদবির প্রার্থীর অযোগ্যতা হিসেবে বিবেচিত হবে। কর্তৃপক্ষ কোনো কারণ দর্শানো ব্যতিরেকে বিজ্ঞপ্তিতে উল্লিখিত পদের সংখ্যা হ্রাস/বৃদ্ধি অথবা নিয়োগ প্রক্রিয়া সম্পূর্ণ বা আংশিক বাতিল করার ক্ষমতা সংরক্ষণ করেন। বিস্তারিত www.cs.jhalakathi.gov.bd ওয়েবসাইটে পাওয়া যাবে।: [42, 916, 336, 1472]
table-cell: পাবনা: [567, 1107, 645, 1119]
table-cell: ডিই/ইউসি ও কুক: [433, 1575, 550, 1587]
article-title: সিভিল সার্জনের কার্যালয় নরসিংদী: [707, 1188, 955, 1230]
table-cell: রাইটার: [516, 1203, 568, 1215]
article-civil-surgeon-narsingdi: [657, 1186, 957, 2060]
table-cell: ১৫ ডিসেম্বর ২০২৫: [347, 1611, 434, 1623]
plane-icon: ✈: [663, 96, 701, 134]
table-cell: ১৯ অক্টোবর ২০২৫: ২২ অক্টোবর ২০২৫: [347, 1495, 518, 1507]
table-cell: ০৬ অক্টোবর ২০২৫: ০৯ অক্টোবর ২০২৫: [347, 1035, 516, 1047]
table-cell: কুষ্টিয়া: [571, 1367, 646, 1379]
article-body: আবেদন ফরম পূরণ এবং পরীক্ষায় অংশগ্রহণের ক্ষেত্রে নিম্নবর্ণিত শর্তাবলি অবশ্যই অনুসরণ করতে হবে: আবেদনকারীর বয়স ১০/০৯/২০২৫ তারিখে সর্বনিম্ন ১৮ বছর এবং সর্বোচ্চ ৩২ বছর হতে হবে। বয়স প্রমাণের ক্ষেত্রে এফিডেভিট গ্রহণযোগ্য নয়। সরকারি, আধা-সরকারি, স্বায়ত্তশাসিত প্রতিষ্ঠানে কর্মরত প্রার্থীগণকে যথাযথ কর্তৃপক্ষের অনুমতিক্রমে আবেদন করতে হবে। প্রার্থী কর্তৃক প্রদত্ত কোন তথ্য বা দাখিলকৃত কাগজপত্র জাল, মিথ্যা বা ভুল প্রমাণিত হলে প্রার্থিতা বাতিল করা হবে। মৌখিক পরীক্ষার সময় নিম্নলিখিত কাগজপত্রের মূল কপি প্রদর্শন করতে হবে: (ক) সকল শিক্ষাগত যোগ্যতার সনদপত্র; (খ) নাগরিকত্ব সনদপত্র; (গ) জাতীয় পরিচয়পত্র; (ঘ) কোটা সংক্রান্ত সনদপত্র; (ঙ) Applicant's Copy; (চ) প্রবেশপত্র। অনলাইনে আবেদনপত্র পূরণ সংক্রান্ত নিয়মাবলী/শর্তাবলি: পরীক্ষায় অংশগ্রহণে ইচ্ছুক প্রার্থীগণ https://npo.teletalk.com.bd এই ওয়েবসাইটে আবেদনপত্র পূরণ করবেন। আবেদনপত্র পূরণ শুরুর তারিখ ও সময়: ১৮ সেপ্টেম্বর, ২০২৫ সকাল ১০:০০টা। Online-এ আবেদনপত্র জমাদানের শেষ তারিখ ও সময়: ১৭ অক্টোবর, ২০২৫ বিকাল ০৫:০০টা। উক্ত সময়সীমার মধ্যে User ID প্রাপ্ত প্রার্থীগণ Online-এ আবেদনপত্র Submit-এর সময় থেকে পরবর্তী ৭২ ঘণ্টার মধ্যে SMS এ পরীক্ষার ফি জমা দিবেন। ছবির সাইজ সর্বোচ্চ 100 KB ও স্বাক্ষরের সাইজ 60 KB এর মধ্যে হতে হবে। SMS প্রেরণের নিয়মাবলি ও পরীক্ষার ফি প্রদান: Applicant's Copy তে প্রার্থীর User ID দেয়া থাকবে এবং User ID ব্যবহার করে প্রার্থী নিম্নোক্ত পদ্ধতিতে যে কোন Teletalk Pre-Paid Mobile নম্বর থেকে ০২টি SMS করে পরীক্ষার ফি বাবদ ২২৩/- টাকা জমা দিবেন। প্রথম SMS: NPO <Space> User ID লিখে Send করতে হবে 16222 নম্বরে। দ্বিতীয় SMS: NPO <Space> Yes <Space> PIN লিখে Send করতে হবে 16222 নম্বরে। প্রবেশপত্র প্রাপ্তির বিষয়টি https://npo.teletalk.com.bd ওয়েবসাইটে এবং প্রার্থীর মোবাইল ফোনে SMS এর মাধ্যমে জানানো হবে। বিস্তারিত তথ্য www.npo.gov.bd ওয়েবসাইটে পাওয়া যাবে। ন্যাশনাল প্রোডাক্টিভিটি অর্গানাইজেশন, শিল্প মন্ত্রণালয়, ঢাকা-১০০০।: [968, 1266, 1274, 1574]
table-cell: দিনাজপুর: [567, 1035, 645, 1047]
table-cell: ১৩ অক্টোবর ২০২৫: ১৬ অক্টোবর ২০২৫: [347, 1355, 519, 1367]
table-cell: রেগুলেটিং: [518, 1415, 571, 1427]
article-title: প্রাথমিক শিক্ষা অধিদপ্তর: [707, 646, 955, 688]
table-cell: ১৩ অক্টোবর ২০২৫: ১৬ অক্টোবর ২০২৫: [347, 1083, 516, 1095]
notice-text: যে ব্যক্তি সামান্য জমিনও অন্যায় ভাবে দখল করে, কিয়ামতের দিন তাহাকে এই জমিনের কারণে সাত স্তর জমিন পর্যন্ত ধসিয়ে দেওয়া হইবে-বোখারী: [42, 792, 336, 839]
table-row: [347, 1107, 646, 1119]
table-cell: ডিই/ইউসি: [516, 1227, 568, 1239]
article-title: ন্যাশনাল প্রোডাক্টিভিটি অর্গানাইজেশন: [1018, 1196, 1272, 1238]
table-cell: ২২ অক্টোবর ২০২৫: ২৫ অক্টোবর ২০২৫: [347, 1155, 516, 1167]
article-continued: প্রথম পৃষ্ঠার পর: [770, 694, 844, 708]
table-row: [347, 1471, 646, 1483]
table-row: [347, 1119, 646, 1131]
table-row: [347, 1143, 646, 1155]
table-cell: নোয়াখালী, ফেনী: [570, 1471, 645, 1483]
table-cell: ১০ নভেম্বর ২০২৫: ১৩ নভেম্বর ২০২৫: [347, 1191, 516, 1203]
schedule-table-a: [346, 986, 646, 1275]
table-cell: রাইটার: [516, 1047, 568, 1059]
table-cell: ১৯ অক্টোবর ২০২৫: ২২ অক্টোবর ২০২৫: [347, 1119, 516, 1131]
table-cell: ডিই/ইউসি: [516, 1011, 568, 1023]
article-body: উক্ত সময়সীমার মধ্যে User ID প্রাপ্ত প্রার্থীগণ Online-এ আবেদনপত্র Submit-এর সময় থেকে পরবর্তী ৭২ ঘণ্টার মধ্যে SMS এ পরীক্ষার ফি জমা দিবেন। Online আবেদনপত্রে প্রার্থী তার রঙিন ছবি ও স্বাক্ষর স্ক্যান করে নির্ধারিত স্থানে Upload করবেন। ছবির সাইজ সর্বোচ্চ 100 KB ও স্বাক্ষরের সাইজ 60 KB এর মধ্যে হতে হবে। SMS প্রেরণের নিয়মাবলি ও পরীক্ষার ফি প্রদান: Applicant's Copy তে প্রার্থীর User ID দেয়া থাকবে এবং User ID ব্যবহার করে প্রার্থী নিম্নোক্ত পদ্ধতিতে যে কোন Teletalk Pre-Paid Mobile নম্বরের মাধ্যমে ০২টি SMS করে পরীক্ষার ফি বাবদ নিম্নোক্ত বিজ্ঞপ্তিতে উল্লিখিত বর্ণিত পদের জন্য সার্ভিস চার্জসহ আবেদনকারীকে ২২৩/- টাকা এবং অন্যান্য নাগরিক অর্থাৎ ক্ষুদ্র নৃ-গোষ্ঠী/শারীরিক প্রতিবন্ধীদের ১১২/- টাকা অনধিক ৭২ ঘণ্টার মধ্যে জমা দিবেন। প্রথম SMS: DCD <Space> User ID লিখে Send করতে হবে 16222 নম্বরে। দ্বিতীয় SMS: DCD <Space> Yes <Space> PIN লিখে Send করতে হবে 16222 নম্বরে। আবেদনপত্র সংক্রান্ত সর্বশেষ তথ্যাদি https://dcd.teletalk.com.bd ওয়েবসাইটে এবং প্রার্থীর মোবাইল ফোনে SMS এর মাধ্যমে জানানো হবে। প্রবেশপত্র যথাসময়ে ডাউনলোড করে সংগ্রহ করতে হবে। User ID এবং Password ব্যবহার করে প্রবেশপত্রে রোল নম্বর, পদের নাম, ছবি, পরীক্ষার তারিখ, সময় ও কেন্দ্রের নাম ইত্যাদি তথ্য সম্বলিত প্রবেশপত্র প্রার্থী Download পূর্বক রঙিন প্রিন্ট করে নিবেন। প্রার্থী এই প্রবেশপত্রটি লিখিত ও মৌখিক পরীক্ষায় অংশগ্রহণের সময় অবশ্যই প্রদর্শন করবেন। মৌখিক পরীক্ষার সময় নিম্নবর্ণিত কাগজপত্রাদি দাখিল করতে হবে: (ক) সকল শিক্ষাগত যোগ্যতা ও অভিজ্ঞতার সনদপত্রের মূল কপি প্রদর্শন করতে হবে। (খ) পূরণকৃত Applicant's Copy, Admit Card সহ প্রথম শ্রেণির গেজেটেড কর্মকর্তা কর্তৃক সত্যায়িত সকল সনদপত্রের ১ সেট ফটোকপি এবং ৩ কপি পাসপোর্ট সাইজের সত্যায়িত সাম্প্রতিক রঙিন ছবি। (গ) স্থায়ী ঠিকানার প্রমাণ হিসেবে সংশ্লিষ্ট ইউনিয়ন পরিষদের চেয়ারম্যান/পৌরসভার মেয়র/সিটি কর্পোরেশনের ওয়ার্ড কাউন্সিলর কর্তৃক প্রদত্ত নাগরিকত্ব সনদপত্রের মূল কপি। (ঘ) মুক্তিযোদ্ধা, শহীদ মুক্তিযোদ্ধা ও বীরাঙ্গনার সন্তান, ক্ষুদ্র নৃ-গোষ্ঠী এবং শারীরিক প্রতিবন্ধী কোটার ক্ষেত্রে সংশ্লিষ্ট দপ্তর কর্তৃক প্রদত্ত সনদপত্রের মূল কপি। (ঙ) সরকারি, আধা-সরকারি ও স্বায়ত্তশাসিত প্রতিষ্ঠানে চাকরিরত প্রার্থীগণকে যথাযথ কর্তৃপক্ষের অনুমতিপত্র দাখিল করতে হবে। (চ) বৈধ জাতীয় পরিচয়পত্রের মূল কপি প্রদর্শন করতে হবে। নিয়োগ সংক্রান্ত যেকোন বিষয়ে নিয়োগকারী কর্তৃপক্ষের সিদ্ধান্তই চূড়ান্ত বলে গণ্য হবে। আবেদনপত্রে ভুল তথ্য প্রদান করা হলে প্রার্থিতা বাতিল বলে গণ্য হবে। সরকারের নিয়োগ, বিজ্ঞপ্তির নিয়ম ও নীতিমালা প্রযোজ্য হবে।: [42, 164, 336, 559]
table-cell: ০৬ নভেম্বর ২০২৫: ০৯ নভেম্বর ২০২৫: [347, 1179, 516, 1191]
table-cell: ০৯ নভেম্বর ২০২৫: ১২ নভেম্বর ২০২৫: [347, 1415, 519, 1427]
table-cell: বানৌজা হাজী মহসিন: [550, 1575, 645, 1587]
table-cell: ভোলা, বরগুনা: [571, 1427, 646, 1439]
article-title: বিমান বাংলাদেশ এয়ারলাইন্স: [707, 94, 955, 136]
table-cell: জামালপুর: [567, 1239, 645, 1251]
table-cell: মেডিকেল: [516, 1167, 568, 1179]
article-source: সূত্র: আজকালের ১৬/০৯/২০২৫ইং পৃষ্ঠা-১০: [1040, 2050, 1202, 2060]
table-cell: কুক/স্টুয়ার্ড: [516, 1071, 568, 1083]
table-cell: কক্সবাজার: [570, 1507, 645, 1519]
column-4: [968, 92, 1274, 2060]
col-header: শাখা: [516, 987, 568, 999]
table-row: [347, 1331, 646, 1343]
table-cell: ১২ অক্টোবর ২০২৫: ১৫ অক্টোবর ২০২৫: [347, 1483, 518, 1495]
table-row: [347, 1599, 646, 1611]
table-cell: ০২ নভেম্বর ২০২৫: ০৫ নভেম্বর ২০২৫: [347, 1519, 518, 1531]
table-row: [347, 1495, 646, 1507]
table-cell: যশোর: [571, 1319, 646, 1331]
table-cell: মেডিকেল: [516, 1215, 568, 1227]
table-cell: মেডিকেল: [516, 1095, 568, 1107]
issue-full-date: ২৬ সেপ্টেম্বর ২০২৫ইং: [620, 62, 702, 72]
table-cell: ডিই/ইউসি: [518, 1459, 571, 1471]
table-row: [347, 1179, 646, 1191]
schedule-table-c: [346, 1458, 646, 1555]
table-row: [347, 1203, 646, 1215]
table-row: [347, 1059, 646, 1071]
building-icon: ⌂: [974, 96, 1012, 134]
table-cell: ০২ অক্টোবর ২০২৫: ০৬ অক্টোবর ২০২৫: [347, 1011, 516, 1023]
table-cell: মানিকগঞ্জ: [567, 1263, 645, 1275]
table-cell: কুক/স্টুয়ার্ড: [516, 1143, 568, 1155]
table-cell: স্টোর: [516, 1059, 568, 1071]
table-cell: ময়মনসিংহ: [567, 1203, 645, 1215]
table-row: [347, 1343, 646, 1355]
brand: [44, 44, 162, 77]
table-row: [347, 1011, 646, 1023]
article-continued: প্রথম পৃষ্ঠার পর: [152, 142, 226, 156]
table-cell: রেগুলেটিং: [516, 1035, 568, 1047]
table-cell: গাইবান্ধা: [567, 1011, 645, 1023]
